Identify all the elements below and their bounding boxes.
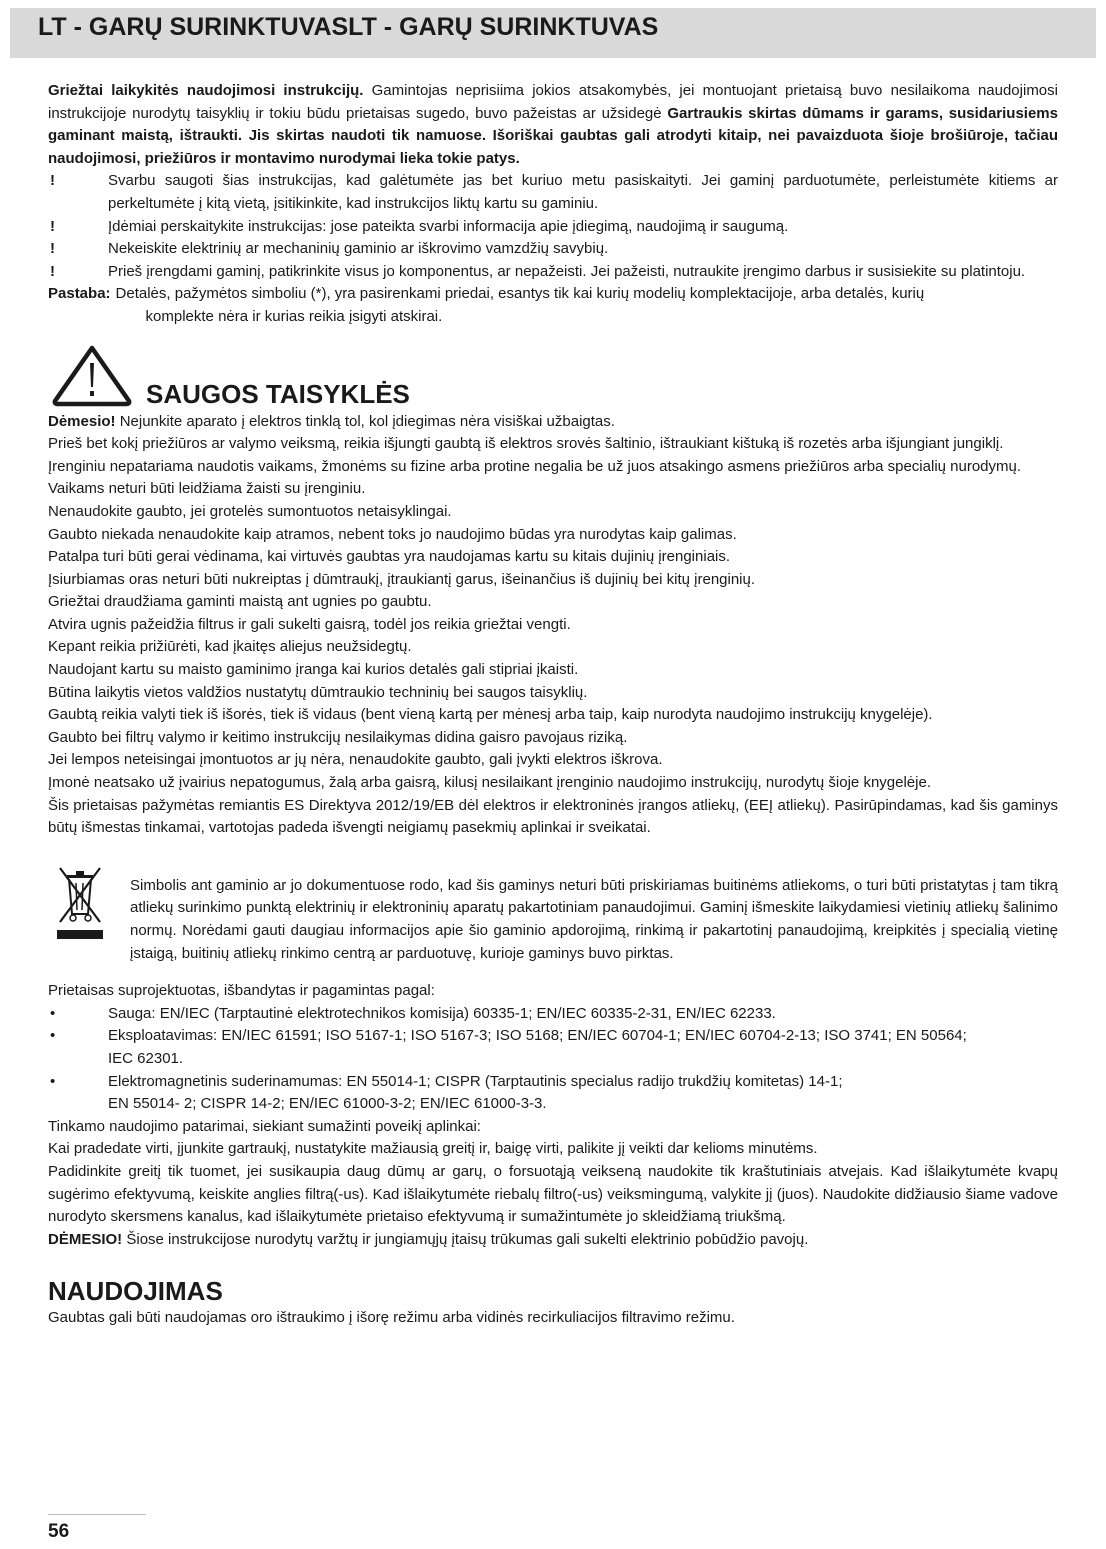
weee-text: Simbolis ant gaminio ar jo dokumentuose rodo, kad šis gaminys neturi būti priskiriamas buitinėms atliekoms, o turi būti pristatytas į tam tikrą atliekų surinkimo punktą elektrinių ir elektroninių aparatų pakartotiniam panaudojimui. Gaminį išmeskite laikydamiesi vietinių atliekų šalinimo normų. Norėdami gauti daugiau informacijos apie šio gaminio apdorojimą, rinkimą ir pakartotinį panaudojimą, kreipkitės į specialią vietinę įstaigą, buitinių atliekų rinkimo centrą ar parduotuvę, kurioje gaminys buvo pirktas. (130, 876, 1058, 962)
warning-item (48, 238, 1058, 261)
tips-intro: Tinkamo naudojimo patarimai, siekiant sumažinti poveikį aplinkai: (48, 1117, 481, 1135)
attention-label: Dėmesio! (48, 412, 116, 430)
usage-title: NAUDOJIMAS (48, 1276, 223, 1307)
tips-paragraph: Kai pradedate virti, įjunkite gartraukį, nustatykite mažiausią greitį ir, baigę virti, palikite jį veikti dar kelioms minutėms. (48, 1140, 818, 1158)
safety-paragraph: Patalpa turi būti gerai vėdinama, kai virtuvės gaubtas yra naudojamas kartu su kitais dujinių įrenginiais. (48, 548, 731, 566)
page-number: 56 (48, 1521, 70, 1542)
safety-paragraph: Gaubtą reikia valyti tiek iš išorės, tiek iš vidaus (bent vieną kartą per mėnesį arba taip, kaip nurodyta naudojimo instrukcijų knygelėje). (48, 706, 933, 724)
warning-item (48, 170, 1058, 215)
safety-paragraph: Griežtai draudžiama gaminti maistą ant ugnies po gaubtu. (48, 593, 432, 611)
usage-text: Gaubtas gali būti naudojamas oro ištraukimo į išorę režimu arba vidinės recirkuliacijos filtravimo režimu. (48, 1309, 735, 1327)
exclamation-mark: ! (50, 172, 55, 190)
standards-item (48, 1003, 1058, 1026)
crossed-bin-icon (48, 860, 130, 946)
page-header-title: LT - GARŲ SURINKTUVASLT - GARŲ SURINKTUVAS (38, 13, 659, 41)
exclamation-mark: ! (50, 217, 55, 235)
exclamation-mark: ! (50, 240, 55, 258)
safety-paragraph: Būtina laikytis vietos valdžios nustatytų dūmtraukio techninių bei saugos taisyklių. (48, 683, 588, 701)
safety-attention (48, 411, 1058, 434)
standards-intro: Prietaisas suprojektuotas, išbandytas ir pagamintas pagal: (48, 982, 435, 1000)
intro-paragraph (48, 80, 1058, 170)
attention-label: DĖMESIO! (48, 1230, 123, 1248)
safety-paragraph: Naudojant kartu su maisto gaminimo įranga kai kurios detalės gali stipriai įkaisti. (48, 661, 579, 679)
intro-bold-purpose: Gartraukis skirtas dūmams ir garams, susidariusiems gaminant maistą, ištraukti. Jis skirtas naudoti tik namuose. Išoriškai gaubtas gali atrodyti kitaip, nei pavaizduota šioje brošiūroje, tačiau naudojimosi, priežiūros ir montavimo nurodymai lieka tokie patys. (48, 104, 1058, 167)
standards-line: EN 55014- 2; CISPR 14-2; EN/IEC 61000-3-2; EN/IEC 61000-3-3. (108, 1095, 547, 1113)
safety-paragraph: Šis prietaisas pažymėtas remiantis ES Direktyva 2012/19/EB dėl elektros ir elektroninės įrangos atliekų, (EEĮ atliekų). Pasirūpindamas, kad šis gaminys būtų išmestas tinkamai, vartotojas padeda išvengti neigiamų pasekmių aplinkai ir sveikatai. (48, 796, 1058, 837)
safety-section-header (48, 343, 1058, 411)
safety-paragraph: Kepant reikia prižiūrėti, kad įkaitęs aliejus neužsidegtų. (48, 638, 412, 656)
safety-paragraph: Jei lempos neteisingai įmontuotos ar jų nėra, nenaudokite gaubto, gali įvykti elektros iškrova. (48, 751, 663, 769)
warning-triangle-icon (50, 343, 134, 407)
warning-item (48, 261, 1058, 284)
safety-title: SAUGOS TAISYKLĖS (146, 378, 410, 409)
warning-text: Prieš įrengdami gaminį, patikrinkite visus jo komponentus, ar nepažeisti. Jei pažeisti, nutraukite įrengimo darbus ir susisiekite su platintoju. (108, 262, 1026, 280)
note-label: Pastaba: (48, 285, 111, 303)
exclamation-mark: ! (50, 262, 55, 280)
standards-text (108, 1071, 1058, 1116)
warning-item (48, 216, 1058, 239)
standards-line: Sauga: EN/IEC (Tarptautinė elektrotechnikos komisija) 60335-1; EN/IEC 60335-2-31, EN/IEC 62233. (108, 1004, 776, 1022)
safety-paragraph: Nenaudokite gaubto, jei grotelės sumontuotos netaisyklingai. (48, 502, 452, 520)
weee-block (48, 860, 1058, 980)
bullet-icon: • (50, 1072, 56, 1090)
document-body (48, 80, 1058, 1330)
standards-line: Elektromagnetinis suderinamumas: EN 55014-1; CISPR (Tarptautinis specialus radijo trukdžių komitetas) 14-1; (108, 1072, 843, 1090)
tips-attention (48, 1229, 1058, 1252)
note-body (116, 283, 1058, 328)
tips-paragraph: Padidinkite greitį tik tuomet, jei susikaupia daug dūmų ar garų, o forsuotąją veikseną naudokite tik kraštutiniais atvejais. Kad išlaikytumėte kvapų sugėrimo efektyvumą, keiskite anglies filtrą(-us). Kad išlaikytumėte riebalų filtro(-us) veiksmingumą, valykite jį (juos). Naudokite didžiausio šiame vadove nurodyto skersmens kanalus, kad išlaikytumėte prietaiso efektyvumą ir sumažintumėte jo skleidžiamą triukšmą. (48, 1162, 1058, 1226)
attention-text: Nejunkite aparato į elektros tinklą tol, kol įdiegimas nėra visiškai užbaigtas. (115, 412, 615, 430)
standards-item (48, 1025, 1058, 1070)
safety-paragraph: Atvira ugnis pažeidžia filtrus ir gali sukelti gaisrą, todėl jos reikia griežtai vengti. (48, 615, 571, 633)
safety-paragraph: Prieš bet kokį priežiūros ar valymo veiksmą, reikia išjungti gaubtą iš elektros srovės šaltinio, ištraukiant kištuką iš rozetės arba išjungiant jungiklį. (48, 435, 1004, 453)
note-text-line1: Detalės, pažymėtos simboliu (*), yra pasirenkami priedai, esantys tik kai kurių modelių komplektacijoje, arba detalės, kurių (115, 285, 925, 303)
warning-text: Nekeiskite elektrinių ar mechaninių gaminio ar iškrovimo vamzdžių savybių. (108, 240, 609, 258)
note-block (48, 283, 1058, 328)
bullet-icon: • (50, 1004, 56, 1022)
warning-text: Įdėmiai perskaitykite instrukcijas: jose pateikta svarbi informacija apie įdiegimą, naudojimą ir saugumą. (108, 217, 789, 235)
intro-text: Gamintojas neprisiima jokios atsakomybės, jei montuojant prietaisą buvo nesilaikoma naudojimosi instrukcijoje nurodytų taisyklių ir tokiu būdu prietaisas sugedo, buvo pažeistas ar užsidegė (48, 82, 1058, 122)
standards-item (48, 1071, 1058, 1116)
attention-text: Šiose instrukcijose nurodytų varžtų ir jungiamųjų įtaisų trūkumas gali sukelti elektrinio pobūdžio pavojų. (122, 1230, 809, 1248)
standards-line: IEC 62301. (108, 1049, 184, 1067)
safety-paragraph: Gaubto bei filtrų valymo ir keitimo instrukcijų nesilaikymas didina gaisro pavojaus riziką. (48, 728, 628, 746)
warning-text: Svarbu saugoti šias instrukcijas, kad galėtumėte jas bet kuriuo metu pasiskaityti. Jei gaminį parduotumėte, perleistumėte kitiems ar perkeltumėte į kitą vietą, įsitikinkite, kad instrukcijos liktų kartu su gaminiu. (108, 172, 1058, 212)
standards-text (108, 1025, 1058, 1070)
standards-line: Eksploatavimas: EN/IEC 61591; ISO 5167-1; ISO 5167-3; ISO 5168; EN/IEC 60704-1; EN/IEC 60704-2-13; ISO 3741; EN 50564; (108, 1027, 967, 1045)
standards-text (108, 1003, 1058, 1026)
safety-paragraph: Vaikams neturi būti leidžiama žaisti su įrenginiu. (48, 480, 366, 498)
footer-divider (48, 1514, 146, 1515)
safety-paragraph: Įrenginiu nepatariama naudotis vaikams, žmonėms su fizine arba protine negalia be už juos atsakingo asmens priežiūros arba specialių nurodymų. (48, 457, 1022, 475)
safety-paragraph: Gaubto niekada nenaudokite kaip atramos, nebent toks jo naudojimo būdas yra nurodytas kaip galimas. (48, 525, 737, 543)
bullet-icon: • (50, 1027, 56, 1045)
note-text-line2: komplekte nėra ir kurias reikia įsigyti atskirai. (145, 307, 443, 325)
safety-paragraph: Įmonė neatsako už įvairius nepatogumus, žalą arba gaisrą, kilusį nesilaikant įrenginio naudojimo instrukcijų, nurodytų šioje knygelėje. (48, 774, 931, 792)
safety-paragraph: Įsiurbiamas oras neturi būti nukreiptas į dūmtraukį, įtraukiantį garus, išeinančius iš dujinių bei kitų įrenginių. (48, 570, 756, 588)
intro-bold-lead: Griežtai laikykitės naudojimosi instrukcijų. (48, 82, 364, 99)
